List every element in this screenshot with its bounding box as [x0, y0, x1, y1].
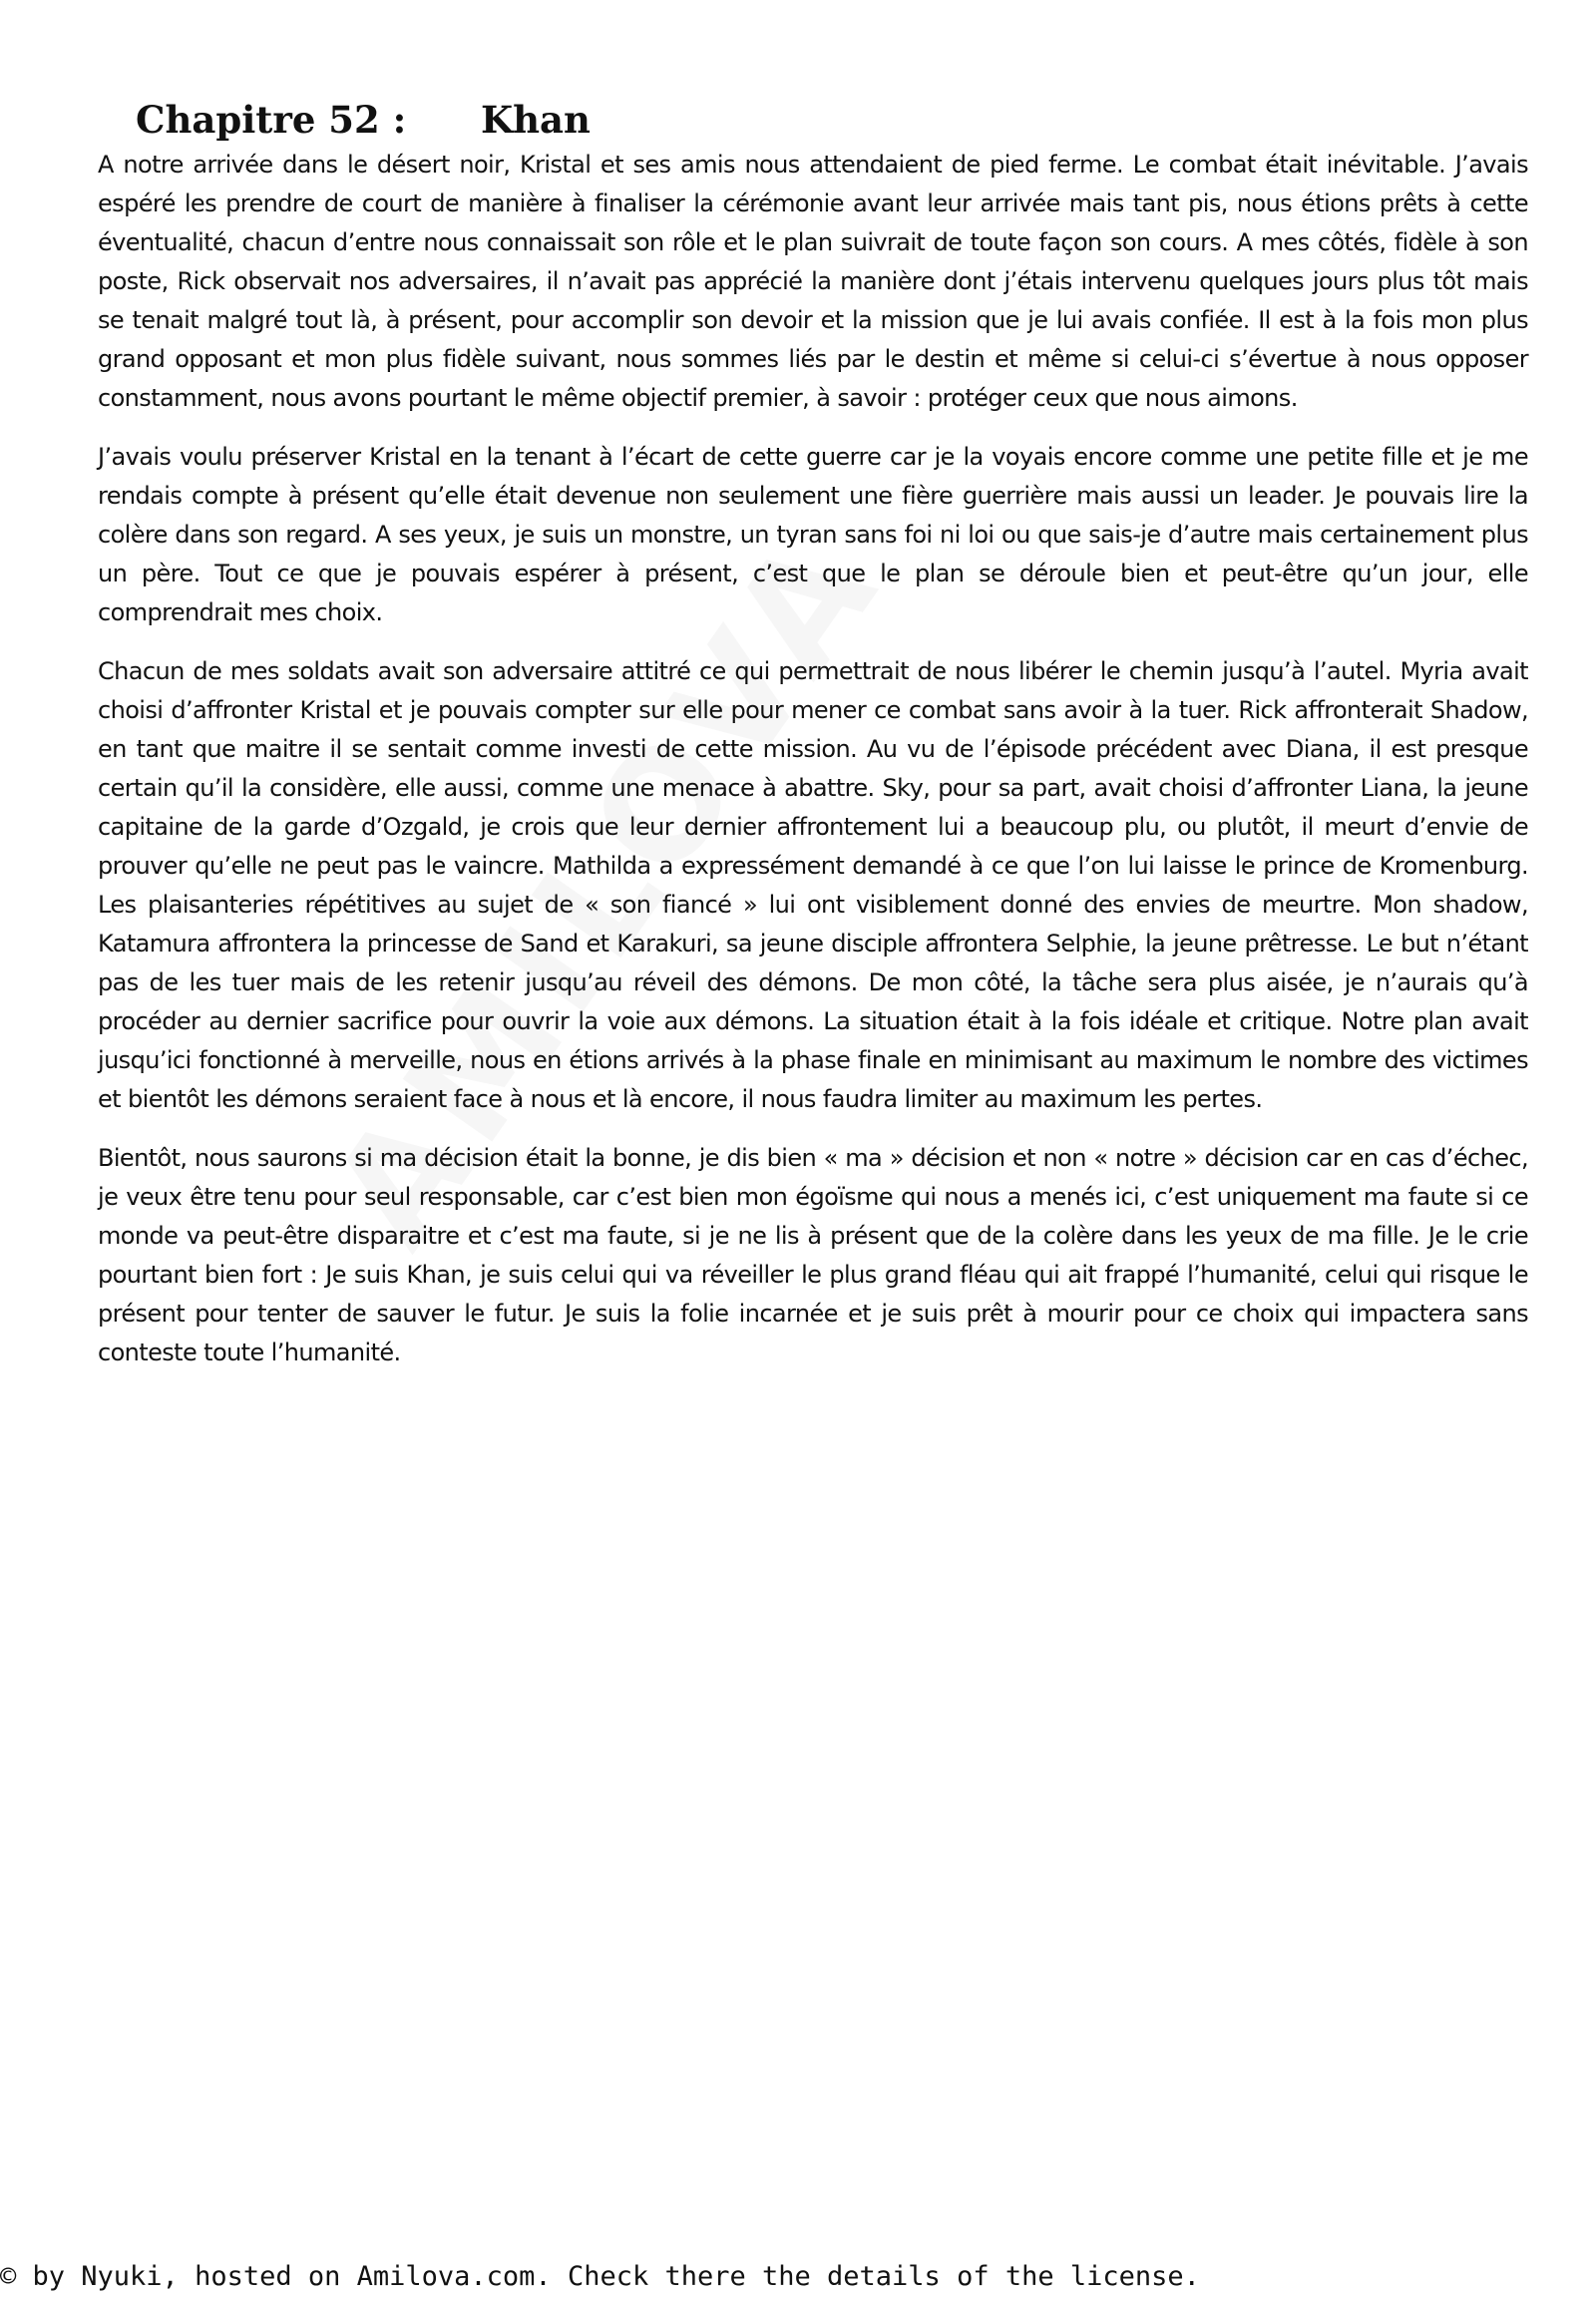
paragraph-3: Chacun de mes soldats avait son adversaire attitré ce qui permettrait de nous libérer le chemin jusqu’à l’autel. Myria avait choisi d’affronter Kristal et je pouvais compter sur elle pour mener ce combat sans avoir à la tuer. Rick affronterait Shadow, en tant que maitre il se sentait comme investi de cette mission. Au vu de l’épisode précédent avec Diana, il est presque certain qu’il la considère, elle aussi, comme une menace à abattre. Sky, pour sa part, avait choisi d’affronter Liana, la jeune capitaine de la garde d’Ozgald, je crois que leur dernier affrontement lui a beaucoup plu, ou plutôt, il meurt d’envie de prouver qu’elle ne peut pas le vaincre. Mathilda a expressément demandé à ce que l’on lui laisse le prince de Kromenburg. Les plaisanteries répétitives au sujet de « son fiancé » lui ont visiblement donné des envies de meurtre. Mon shadow, Katamura affrontera la princesse de Sand et Karakuri, sa jeune disciple affrontera Selphie, la jeune prêtresse. Le but n’étant pas de les tuer mais de les retenir jusqu’au réveil des démons. De mon côté, la tâche sera plus aisée, je n’aurais qu’à procéder au dernier sacrifice pour ouvrir la voie aux démons. La situation était à la fois idéale et critique. Notre plan avait jusqu’ici fonctionné à merveille, nous en étions arrivés à la phase finale en minimisant au maximum le nombre des victimes et bientôt les démons seraient face à nous et là encore, il nous faudra limiter au maximum les pertes. — [98, 657, 1528, 1113]
paragraph-2: J’avais voulu préserver Kristal en la tenant à l’écart de cette guerre car je la voyais encore comme une petite fille et je me rendais compte à présent qu’elle était devenue non seulement une fière guerrière mais aussi un leader. Je pouvais lire la colère dans son regard. A ses yeux, je suis un monstre, un tyran sans foi ni loi ou que sais-je d’autre mais certainement plus un père. Tout ce que je pouvais espérer à présent, c’est que le plan se déroule bien et peut-être qu’un jour, elle comprendrait mes choix. — [98, 443, 1528, 626]
paragraph-1: A notre arrivée dans le désert noir, Kristal et ses amis nous attendaient de pied ferme. Le combat était inévitable. J’avais espéré les prendre de court de manière à finaliser la cérémonie avant leur arrivée mais tant pis, nous étions prêts à cette éventualité, chacun d’entre nous connaissait son rôle et le plan suivrait de toute façon son cours. A mes côtés, fidèle à son poste, Rick observait nos adversaires, il n’avait pas apprécié la manière dont j’étais intervenu quelques jours plus tôt mais se tenait malgré tout là, à présent, pour accomplir son devoir et la mission que je lui avais confiée. Il est à la fois mon plus grand opposant et mon plus fidèle suivant, nous sommes liés par le destin et même si celui-ci s’évertue à nous opposer constamment, nous avons pourtant le même objectif premier, à savoir : protéger ceux que nous aimons. — [98, 151, 1528, 412]
chapter-body — [98, 146, 1528, 1392]
chapter-title: Khan — [481, 98, 591, 142]
chapter-heading — [136, 96, 591, 144]
license-footer: © by Nyuki, hosted on Amilova.com. Check there the details of the license. — [0, 2261, 1200, 2292]
chapter-label: Chapitre 52 : — [136, 98, 407, 142]
paragraph-4: Bientôt, nous saurons si ma décision était la bonne, je dis bien « ma » décision et non « notre » décision car en cas d’échec, je veux être tenu pour seul responsable, car c’est bien mon égoïsme qui nous a menés ici, c’est uniquement ma faute si ce monde va peut-être disparaitre et c’est ma faute, si je ne lis à présent que de la colère dans les yeux de ma fille. Je le crie pourtant bien fort : Je suis Khan, je suis celui qui va réveiller le plus grand fléau qui ait frappé l’humanité, celui qui risque le présent pour tenter de sauver le futur. Je suis la folie incarnée et je suis prêt à mourir pour ce choix qui impactera sans conteste toute l’humanité. — [98, 1144, 1528, 1366]
